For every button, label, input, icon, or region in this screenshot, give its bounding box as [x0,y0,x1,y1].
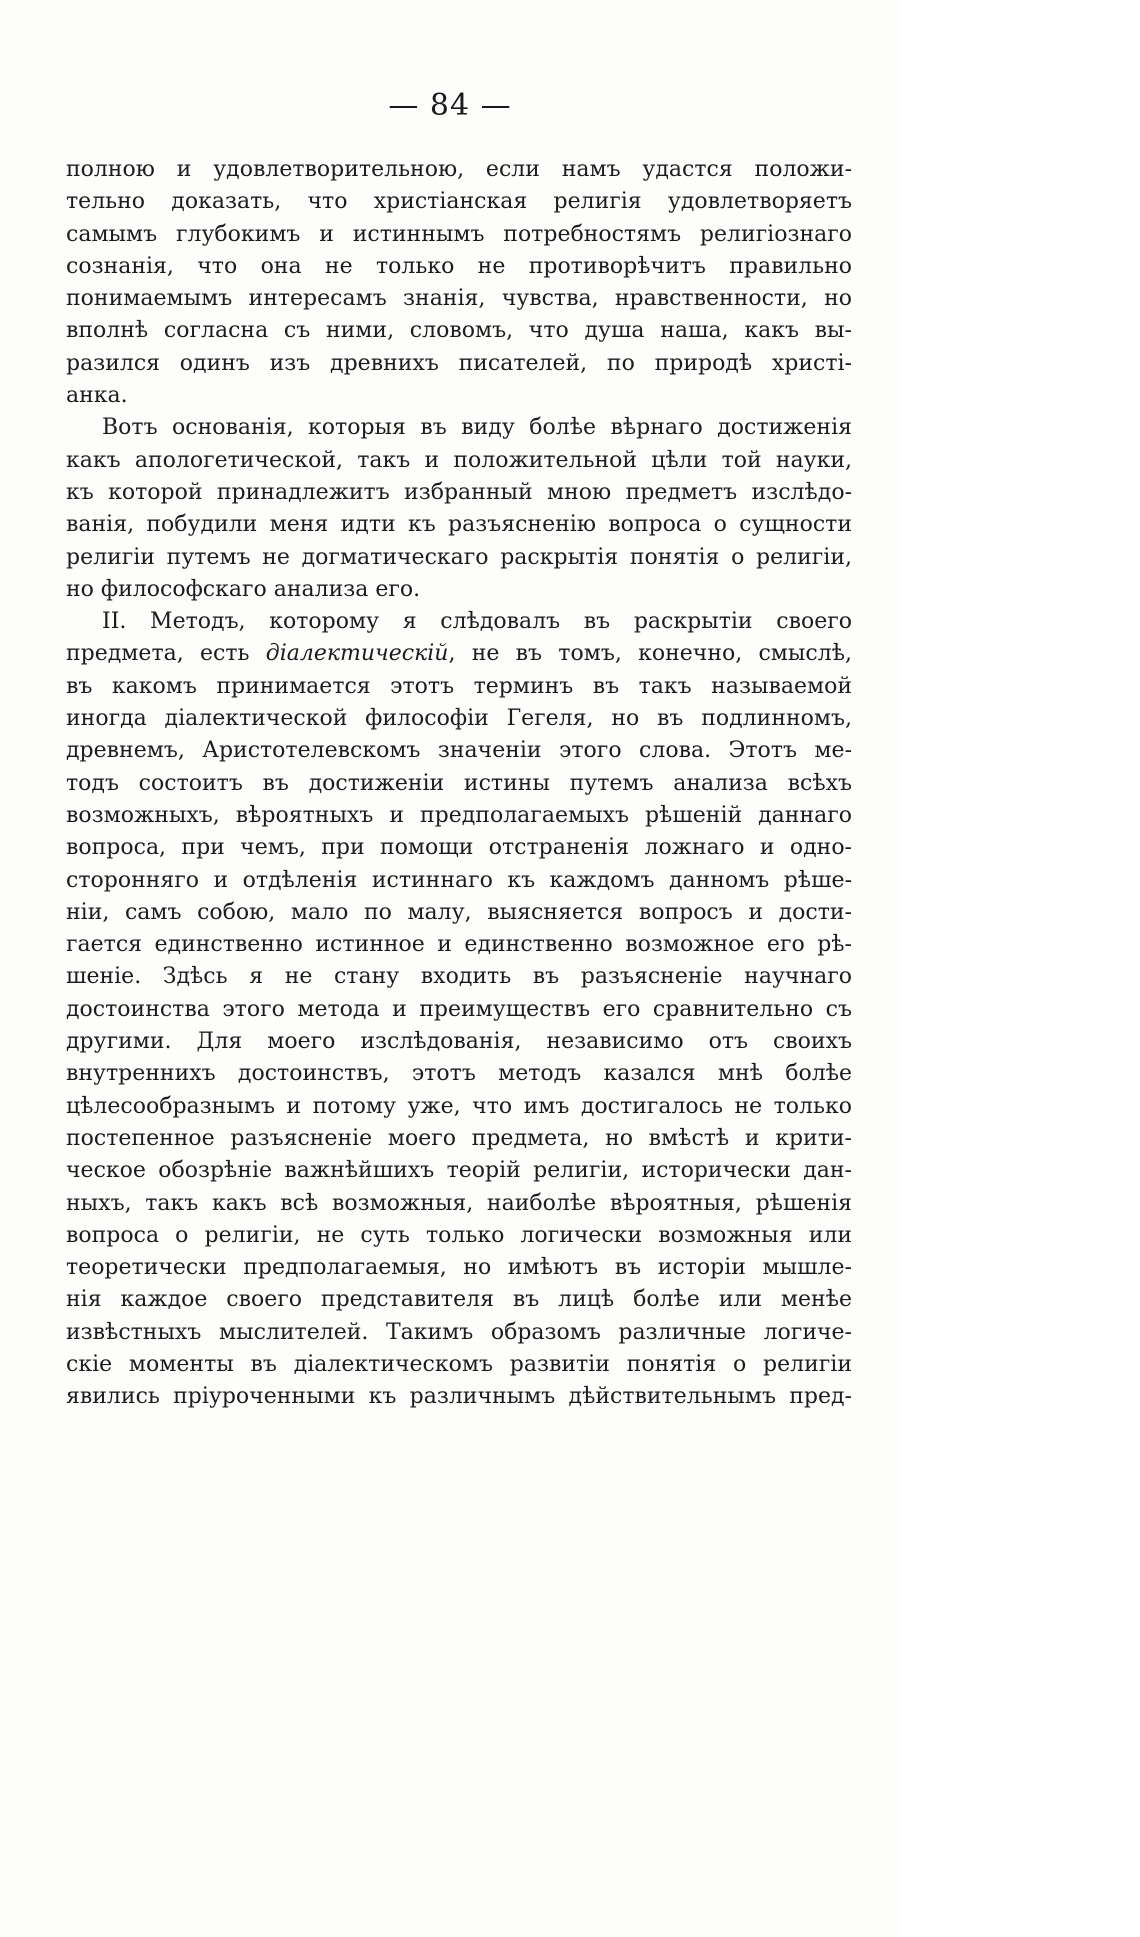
text-line: ныхъ, такъ какъ всѣ возможныя, наиболѣе вѣроятныя, рѣшенія [66,1190,852,1216]
body-text [66,154,852,1414]
text-line: ніи, самъ собою, мало по малу, выясняется вопросъ и дости- [66,899,852,925]
text-line: вопроса о религіи, не суть только логически возможныя или [66,1222,852,1248]
text-line: понимаемымъ интересамъ знанія, чувства, нравственности, но [66,286,852,312]
text-line: вполнѣ согласна съ ними, словомъ, что душа наша, какъ вы- [66,318,852,344]
text-line: другими. Для моего изслѣдованія, независимо отъ своихъ [66,1029,852,1055]
text-line: вопроса, при чемъ, при помощи отстраненія ложнаго и одно- [66,835,852,861]
text-line: сторонняго и отдѣленія истиннаго къ каждомъ данномъ рѣше- [66,867,852,893]
text-line: шеніе. Здѣсь я не стану входить въ разъясненіе научнаго [66,964,852,990]
text-line: религіи путемъ не догматическаго раскрытія понятія о религіи, [66,544,852,570]
text-line: II. Методъ, которому я слѣдовалъ въ раскрытіи своего [102,609,852,635]
text-line-with-italic [66,638,852,670]
text-line: внутреннихъ достоинствъ, этотъ методъ казался мнѣ болѣе [66,1061,852,1087]
text-line: разился одинъ изъ древнихъ писателей, по природѣ христі- [66,350,852,376]
text-line: анка. [66,383,128,409]
italic-term: діалектическій [265,641,449,667]
text-line: ческое обозрѣніе важнѣйшихъ теорій религіи, исторически дан- [66,1158,852,1184]
text-line: постепенное разъясненіе моего предмета, но вмѣстѣ и крити- [66,1125,852,1151]
text-line: тельно доказать, что христіанская религія удовлетворяетъ [66,189,852,215]
text-line: нія каждое своего представителя въ лицѣ болѣе или менѣе [66,1287,852,1313]
text-line: иногда діалектической философіи Гегеля, но въ подлинномъ, [66,706,852,732]
text-line: тодъ состоитъ въ достиженіи истины путемъ анализа всѣхъ [66,770,852,796]
text-line: ванія, побудили меня идти къ разъясненію вопроса о сущности [66,512,852,538]
page-number: — 84 — [388,88,512,123]
text-line: какъ апологетической, такъ и положительной цѣли той науки, [66,447,852,473]
text-line: гается единственно истинное и единственно возможное его рѣ- [66,932,852,958]
text-line: Вотъ основанія, которыя въ виду болѣе вѣрнаго достиженія [102,415,852,441]
text-line: скіе моменты въ діалектическомъ развитіи понятія о религіи [66,1351,852,1377]
text-line: извѣстныхъ мыслителей. Такимъ образомъ различные логиче- [66,1319,852,1345]
text-line: цѣлесообразнымъ и потому уже, что имъ достигалось не только [66,1093,852,1119]
text-line: явились пріуроченными къ различнымъ дѣйствительнымъ пред- [66,1384,852,1410]
text-line: полною и удовлетворительною, если намъ удастся положи- [66,157,852,182]
text-segment: предмета, есть [66,641,250,667]
text-line: къ которой принадлежитъ избранный мною предметъ изслѣдо- [66,479,852,505]
text-line: но философскаго анализа его. [66,576,421,602]
text-line: въ какомъ принимается этотъ терминъ въ такъ называемой [66,673,852,699]
text-line: теоретически предполагаемыя, но имѣютъ въ исторіи мышле- [66,1255,852,1281]
text-line: сознанія, что она не только не противорѣчитъ правильно [66,253,852,279]
text-line: самымъ глубокимъ и истиннымъ потребностямъ религіознаго [66,221,852,247]
text-line: достоинства этого метода и преимуществъ его сравнительно съ [66,996,852,1022]
text-segment: , не въ томъ, конечно, смыслѣ, [448,641,852,667]
text-line: возможныхъ, вѣроятныхъ и предполагаемыхъ рѣшеній даннаго [66,802,852,828]
text-line: древнемъ, Аристотелевскомъ значеніи этого слова. Этотъ ме- [66,738,852,764]
